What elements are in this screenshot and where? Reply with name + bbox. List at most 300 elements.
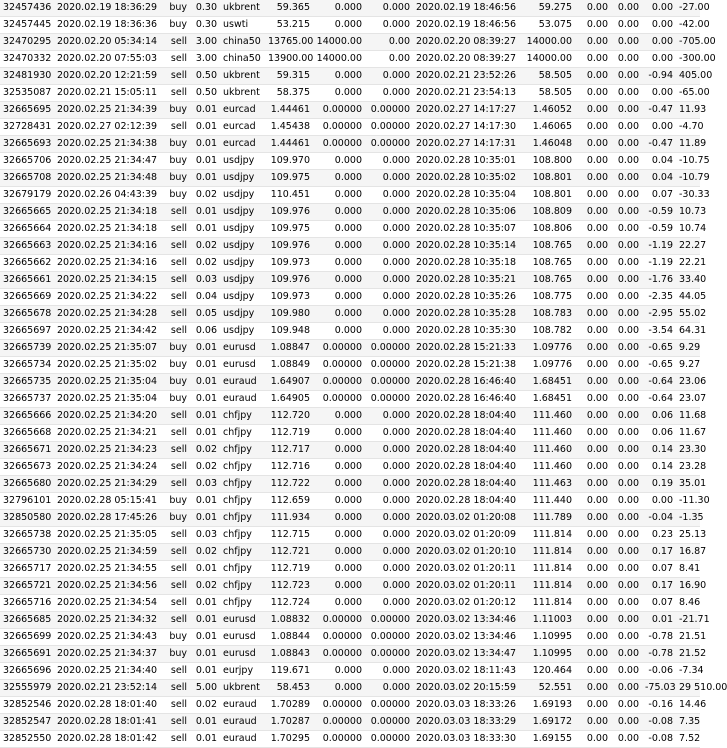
size-cell: 0.02 xyxy=(190,238,220,255)
item-cell: euraud xyxy=(220,697,265,714)
table-row xyxy=(0,680,700,697)
close-price-cell: 1.68451 xyxy=(519,391,575,408)
size-cell: 0.03 xyxy=(190,272,220,289)
sl-cell: 0.000 xyxy=(313,510,365,527)
item-cell: euraud xyxy=(220,391,265,408)
commission-cell: 0.00 xyxy=(575,697,611,714)
profit-cell: 14.46 xyxy=(676,697,700,714)
sl-cell: 0.000 xyxy=(313,544,365,561)
commission-cell: 0.00 xyxy=(575,578,611,595)
ticket-cell: 32679179 xyxy=(0,187,54,204)
profit-cell: 25.13 xyxy=(676,527,700,544)
type-cell: buy xyxy=(154,629,190,646)
tp-cell: 0.000 xyxy=(365,459,413,476)
open-price-cell: 58.375 xyxy=(265,85,313,102)
open-time-cell: 2020.02.25 21:35:02 xyxy=(54,357,154,374)
item-cell: uswti xyxy=(220,17,265,34)
open-time-cell: 2020.02.25 21:34:22 xyxy=(54,289,154,306)
table-row xyxy=(0,476,700,493)
size-cell: 0.01 xyxy=(190,561,220,578)
item-cell: chfjpy xyxy=(220,459,265,476)
close-time-cell: 2020.02.21 23:54:13 xyxy=(413,85,519,102)
taxes-cell: 0.00 xyxy=(611,697,642,714)
swap-cell: -0.78 xyxy=(642,646,676,663)
sl-cell: 0.00000 xyxy=(313,374,365,391)
close-time-cell: 2020.02.28 16:46:40 xyxy=(413,374,519,391)
open-price-cell: 109.973 xyxy=(265,255,313,272)
sl-cell: 0.00000 xyxy=(313,102,365,119)
swap-cell: 0.14 xyxy=(642,459,676,476)
taxes-cell: 0.00 xyxy=(611,561,642,578)
close-price-cell: 1.09776 xyxy=(519,340,575,357)
open-price-cell: 112.719 xyxy=(265,561,313,578)
ticket-cell: 32852550 xyxy=(0,731,54,748)
close-price-cell: 111.814 xyxy=(519,527,575,544)
sl-cell: 0.000 xyxy=(313,459,365,476)
open-time-cell: 2020.02.25 21:34:40 xyxy=(54,663,154,680)
open-time-cell: 2020.02.25 21:35:07 xyxy=(54,340,154,357)
sl-cell: 0.00000 xyxy=(313,391,365,408)
tp-cell: 0.000 xyxy=(365,68,413,85)
open-price-cell: 112.716 xyxy=(265,459,313,476)
swap-cell: 0.07 xyxy=(642,561,676,578)
tp-cell: 0.000 xyxy=(365,187,413,204)
ticket-cell: 32665673 xyxy=(0,459,54,476)
close-price-cell: 111.814 xyxy=(519,561,575,578)
size-cell: 0.06 xyxy=(190,323,220,340)
table-row xyxy=(0,221,700,238)
table-row xyxy=(0,204,700,221)
sl-cell: 0.000 xyxy=(313,408,365,425)
table-row xyxy=(0,357,700,374)
ticket-cell: 32665717 xyxy=(0,561,54,578)
tp-cell: 0.00000 xyxy=(365,136,413,153)
size-cell: 0.30 xyxy=(190,0,220,17)
swap-cell: -0.65 xyxy=(642,340,676,357)
taxes-cell: 0.00 xyxy=(611,476,642,493)
size-cell: 0.01 xyxy=(190,136,220,153)
ticket-cell: 32665664 xyxy=(0,221,54,238)
close-time-cell: 2020.02.28 10:35:14 xyxy=(413,238,519,255)
open-time-cell: 2020.02.25 21:34:39 xyxy=(54,102,154,119)
item-cell: ukbrent xyxy=(220,0,265,17)
table-row xyxy=(0,323,700,340)
taxes-cell: 0.00 xyxy=(611,153,642,170)
open-price-cell: 109.976 xyxy=(265,204,313,221)
open-time-cell: 2020.02.28 18:01:42 xyxy=(54,731,154,748)
tp-cell: 0.00000 xyxy=(365,646,413,663)
item-cell: eurusd xyxy=(220,629,265,646)
open-time-cell: 2020.02.21 23:52:14 xyxy=(54,680,154,697)
type-cell: sell xyxy=(154,272,190,289)
close-time-cell: 2020.03.02 13:34:46 xyxy=(413,629,519,646)
profit-cell: 10.73 xyxy=(676,204,700,221)
size-cell: 0.01 xyxy=(190,170,220,187)
sl-cell: 0.000 xyxy=(313,493,365,510)
open-time-cell: 2020.02.25 21:34:59 xyxy=(54,544,154,561)
profit-cell: -10.75 xyxy=(676,153,700,170)
ticket-cell: 32850580 xyxy=(0,510,54,527)
swap-cell: -0.47 xyxy=(642,136,676,153)
close-time-cell: 2020.03.02 18:11:43 xyxy=(413,663,519,680)
tp-cell: 0.000 xyxy=(365,680,413,697)
table-row xyxy=(0,561,700,578)
profit-cell: 23.28 xyxy=(676,459,700,476)
sl-cell: 0.000 xyxy=(313,170,365,187)
type-cell: buy xyxy=(154,357,190,374)
item-cell: chfjpy xyxy=(220,408,265,425)
tp-cell: 0.000 xyxy=(365,595,413,612)
close-time-cell: 2020.03.02 01:20:09 xyxy=(413,527,519,544)
open-price-cell: 1.08843 xyxy=(265,646,313,663)
taxes-cell: 0.00 xyxy=(611,629,642,646)
close-price-cell: 111.814 xyxy=(519,578,575,595)
type-cell: buy xyxy=(154,170,190,187)
swap-cell: -0.04 xyxy=(642,510,676,527)
open-price-cell: 1.64907 xyxy=(265,374,313,391)
open-price-cell: 112.722 xyxy=(265,476,313,493)
open-time-cell: 2020.02.25 21:34:29 xyxy=(54,476,154,493)
close-time-cell: 2020.02.28 10:35:18 xyxy=(413,255,519,272)
size-cell: 0.03 xyxy=(190,527,220,544)
item-cell: china50 xyxy=(220,34,265,51)
commission-cell: 0.00 xyxy=(575,153,611,170)
size-cell: 0.01 xyxy=(190,408,220,425)
close-time-cell: 2020.02.20 08:39:27 xyxy=(413,34,519,51)
close-price-cell: 58.505 xyxy=(519,85,575,102)
close-price-cell: 1.46048 xyxy=(519,136,575,153)
open-time-cell: 2020.02.25 21:34:48 xyxy=(54,170,154,187)
swap-cell: 0.00 xyxy=(642,0,676,17)
close-time-cell: 2020.02.28 18:04:40 xyxy=(413,408,519,425)
close-time-cell: 2020.03.02 01:20:11 xyxy=(413,561,519,578)
item-cell: chfjpy xyxy=(220,442,265,459)
tp-cell: 0.000 xyxy=(365,153,413,170)
close-price-cell: 108.801 xyxy=(519,170,575,187)
open-price-cell: 109.976 xyxy=(265,238,313,255)
commission-cell: 0.00 xyxy=(575,204,611,221)
item-cell: usdjpy xyxy=(220,153,265,170)
table-row xyxy=(0,527,700,544)
ticket-cell: 32665669 xyxy=(0,289,54,306)
profit-cell: 35.01 xyxy=(676,476,700,493)
taxes-cell: 0.00 xyxy=(611,272,642,289)
table-row xyxy=(0,731,700,748)
sl-cell: 0.000 xyxy=(313,17,365,34)
profit-cell: 11.93 xyxy=(676,102,700,119)
tp-cell: 0.00000 xyxy=(365,714,413,731)
type-cell: sell xyxy=(154,578,190,595)
profit-cell: 22.21 xyxy=(676,255,700,272)
type-cell: buy xyxy=(154,136,190,153)
type-cell: sell xyxy=(154,51,190,68)
type-cell: sell xyxy=(154,255,190,272)
type-cell: sell xyxy=(154,221,190,238)
size-cell: 0.03 xyxy=(190,476,220,493)
close-price-cell: 111.460 xyxy=(519,459,575,476)
item-cell: usdjpy xyxy=(220,187,265,204)
tp-cell: 0.000 xyxy=(365,408,413,425)
table-row xyxy=(0,578,700,595)
type-cell: sell xyxy=(154,238,190,255)
open-time-cell: 2020.02.28 05:15:41 xyxy=(54,493,154,510)
close-time-cell: 2020.02.28 18:04:40 xyxy=(413,425,519,442)
table-row xyxy=(0,255,700,272)
taxes-cell: 0.00 xyxy=(611,595,642,612)
size-cell: 0.01 xyxy=(190,374,220,391)
swap-cell: -0.59 xyxy=(642,221,676,238)
ticket-cell: 32470295 xyxy=(0,34,54,51)
profit-cell: 21.51 xyxy=(676,629,700,646)
ticket-cell: 32665693 xyxy=(0,136,54,153)
open-time-cell: 2020.02.28 18:01:40 xyxy=(54,697,154,714)
commission-cell: 0.00 xyxy=(575,187,611,204)
profit-cell: -300.00 xyxy=(676,51,700,68)
close-time-cell: 2020.02.28 10:35:28 xyxy=(413,306,519,323)
commission-cell: 0.00 xyxy=(575,391,611,408)
profit-cell: 33.40 xyxy=(676,272,700,289)
swap-cell: 0.07 xyxy=(642,187,676,204)
taxes-cell: 0.00 xyxy=(611,323,642,340)
tp-cell: 0.000 xyxy=(365,255,413,272)
close-time-cell: 2020.02.28 10:35:07 xyxy=(413,221,519,238)
profit-cell: 44.05 xyxy=(676,289,700,306)
taxes-cell: 0.00 xyxy=(611,187,642,204)
sl-cell: 0.000 xyxy=(313,561,365,578)
item-cell: eurusd xyxy=(220,340,265,357)
open-price-cell: 1.08832 xyxy=(265,612,313,629)
open-time-cell: 2020.02.25 21:34:18 xyxy=(54,221,154,238)
ticket-cell: 32665661 xyxy=(0,272,54,289)
profit-cell: 9.27 xyxy=(676,357,700,374)
open-time-cell: 2020.02.28 18:01:41 xyxy=(54,714,154,731)
close-price-cell: 14000.00 xyxy=(519,34,575,51)
type-cell: sell xyxy=(154,408,190,425)
ticket-cell: 32852547 xyxy=(0,714,54,731)
commission-cell: 0.00 xyxy=(575,442,611,459)
commission-cell: 0.00 xyxy=(575,561,611,578)
item-cell: ukbrent xyxy=(220,68,265,85)
type-cell: sell xyxy=(154,459,190,476)
swap-cell: -2.95 xyxy=(642,306,676,323)
sl-cell: 0.000 xyxy=(313,442,365,459)
size-cell: 0.01 xyxy=(190,663,220,680)
profit-cell: 9.29 xyxy=(676,340,700,357)
close-price-cell: 108.765 xyxy=(519,255,575,272)
ticket-cell: 32665699 xyxy=(0,629,54,646)
open-price-cell: 1.45438 xyxy=(265,119,313,136)
commission-cell: 0.00 xyxy=(575,714,611,731)
close-price-cell: 111.789 xyxy=(519,510,575,527)
close-price-cell: 111.460 xyxy=(519,442,575,459)
item-cell: chfjpy xyxy=(220,510,265,527)
open-price-cell: 109.976 xyxy=(265,272,313,289)
type-cell: sell xyxy=(154,119,190,136)
type-cell: buy xyxy=(154,510,190,527)
size-cell: 5.00 xyxy=(190,680,220,697)
tp-cell: 0.00000 xyxy=(365,391,413,408)
close-time-cell: 2020.02.28 10:35:30 xyxy=(413,323,519,340)
table-row xyxy=(0,374,700,391)
type-cell: sell xyxy=(154,544,190,561)
profit-cell: 8.46 xyxy=(676,595,700,612)
profit-cell: 21.52 xyxy=(676,646,700,663)
close-price-cell: 108.806 xyxy=(519,221,575,238)
ticket-cell: 32852546 xyxy=(0,697,54,714)
close-price-cell: 108.765 xyxy=(519,238,575,255)
open-price-cell: 1.70287 xyxy=(265,714,313,731)
sl-cell: 0.000 xyxy=(313,272,365,289)
commission-cell: 0.00 xyxy=(575,731,611,748)
item-cell: chfjpy xyxy=(220,595,265,612)
table-row xyxy=(0,646,700,663)
swap-cell: 0.00 xyxy=(642,51,676,68)
table-row xyxy=(0,493,700,510)
commission-cell: 0.00 xyxy=(575,612,611,629)
size-cell: 0.50 xyxy=(190,85,220,102)
table-row xyxy=(0,68,700,85)
open-time-cell: 2020.02.25 21:34:55 xyxy=(54,561,154,578)
size-cell: 0.01 xyxy=(190,221,220,238)
tp-cell: 0.00000 xyxy=(365,357,413,374)
close-price-cell: 120.464 xyxy=(519,663,575,680)
swap-cell: -0.94 xyxy=(642,68,676,85)
open-time-cell: 2020.02.25 21:34:28 xyxy=(54,306,154,323)
table-row xyxy=(0,17,700,34)
close-time-cell: 2020.02.20 08:39:27 xyxy=(413,51,519,68)
commission-cell: 0.00 xyxy=(575,680,611,697)
swap-cell: -1.76 xyxy=(642,272,676,289)
size-cell: 0.02 xyxy=(190,442,220,459)
item-cell: usdjpy xyxy=(220,255,265,272)
table-row xyxy=(0,272,700,289)
table-row xyxy=(0,340,700,357)
close-time-cell: 2020.02.27 14:17:27 xyxy=(413,102,519,119)
sl-cell: 0.000 xyxy=(313,663,365,680)
close-price-cell: 108.801 xyxy=(519,187,575,204)
swap-cell: -1.19 xyxy=(642,238,676,255)
close-price-cell: 108.783 xyxy=(519,306,575,323)
close-time-cell: 2020.03.03 18:33:29 xyxy=(413,714,519,731)
open-price-cell: 109.975 xyxy=(265,221,313,238)
ticket-cell: 32665730 xyxy=(0,544,54,561)
profit-cell: 11.67 xyxy=(676,425,700,442)
sl-cell: 0.000 xyxy=(313,68,365,85)
tp-cell: 0.00000 xyxy=(365,731,413,748)
open-price-cell: 1.44461 xyxy=(265,136,313,153)
profit-cell: -10.79 xyxy=(676,170,700,187)
sl-cell: 0.000 xyxy=(313,221,365,238)
size-cell: 0.01 xyxy=(190,731,220,748)
commission-cell: 0.00 xyxy=(575,663,611,680)
type-cell: sell xyxy=(154,34,190,51)
item-cell: chfjpy xyxy=(220,544,265,561)
tp-cell: 0.00000 xyxy=(365,697,413,714)
sl-cell: 0.00000 xyxy=(313,714,365,731)
close-time-cell: 2020.02.28 18:04:40 xyxy=(413,476,519,493)
size-cell: 0.01 xyxy=(190,612,220,629)
taxes-cell: 0.00 xyxy=(611,442,642,459)
close-price-cell: 1.69172 xyxy=(519,714,575,731)
taxes-cell: 0.00 xyxy=(611,255,642,272)
size-cell: 0.02 xyxy=(190,187,220,204)
sl-cell: 0.00000 xyxy=(313,136,365,153)
close-price-cell: 1.69193 xyxy=(519,697,575,714)
type-cell: sell xyxy=(154,663,190,680)
type-cell: buy xyxy=(154,153,190,170)
close-price-cell: 111.814 xyxy=(519,544,575,561)
taxes-cell: 0.00 xyxy=(611,578,642,595)
tp-cell: 0.000 xyxy=(365,527,413,544)
sl-cell: 0.00000 xyxy=(313,697,365,714)
open-time-cell: 2020.02.25 21:34:23 xyxy=(54,442,154,459)
open-time-cell: 2020.02.20 12:21:59 xyxy=(54,68,154,85)
ticket-cell: 32665666 xyxy=(0,408,54,425)
sl-cell: 0.00000 xyxy=(313,612,365,629)
size-cell: 0.01 xyxy=(190,425,220,442)
profit-cell: 11.89 xyxy=(676,136,700,153)
profit-cell: 64.31 xyxy=(676,323,700,340)
profit-cell: -11.30 xyxy=(676,493,700,510)
open-price-cell: 1.08844 xyxy=(265,629,313,646)
type-cell: sell xyxy=(154,697,190,714)
ticket-cell: 32665706 xyxy=(0,153,54,170)
commission-cell: 0.00 xyxy=(575,34,611,51)
sl-cell: 14000.00 xyxy=(313,51,365,68)
swap-cell: -0.16 xyxy=(642,697,676,714)
close-price-cell: 1.69155 xyxy=(519,731,575,748)
commission-cell: 0.00 xyxy=(575,493,611,510)
tp-cell: 0.000 xyxy=(365,17,413,34)
close-price-cell: 111.463 xyxy=(519,476,575,493)
table-row xyxy=(0,170,700,187)
type-cell: buy xyxy=(154,0,190,17)
open-time-cell: 2020.02.25 21:34:38 xyxy=(54,136,154,153)
close-price-cell: 52.551 xyxy=(519,680,575,697)
size-cell: 0.50 xyxy=(190,68,220,85)
profit-cell: -27.00 xyxy=(676,0,700,17)
item-cell: euraud xyxy=(220,731,265,748)
close-price-cell: 59.275 xyxy=(519,0,575,17)
table-row xyxy=(0,629,700,646)
open-price-cell: 112.724 xyxy=(265,595,313,612)
item-cell: euraud xyxy=(220,374,265,391)
item-cell: eurcad xyxy=(220,136,265,153)
open-time-cell: 2020.02.25 21:34:21 xyxy=(54,425,154,442)
table-row xyxy=(0,306,700,323)
size-cell: 0.01 xyxy=(190,510,220,527)
swap-cell: -0.08 xyxy=(642,714,676,731)
swap-cell: -0.78 xyxy=(642,629,676,646)
swap-cell: -0.64 xyxy=(642,391,676,408)
size-cell: 0.04 xyxy=(190,289,220,306)
sl-cell: 0.000 xyxy=(313,680,365,697)
open-price-cell: 58.453 xyxy=(265,680,313,697)
open-time-cell: 2020.02.25 21:34:56 xyxy=(54,578,154,595)
taxes-cell: 0.00 xyxy=(611,680,642,697)
open-price-cell: 111.934 xyxy=(265,510,313,527)
table-row xyxy=(0,391,700,408)
tp-cell: 0.00 xyxy=(365,51,413,68)
open-price-cell: 109.948 xyxy=(265,323,313,340)
close-price-cell: 1.10995 xyxy=(519,646,575,663)
table-row xyxy=(0,425,700,442)
close-time-cell: 2020.03.02 13:34:46 xyxy=(413,612,519,629)
table-row xyxy=(0,595,700,612)
item-cell: usdjpy xyxy=(220,306,265,323)
open-price-cell: 109.975 xyxy=(265,170,313,187)
size-cell: 3.00 xyxy=(190,34,220,51)
